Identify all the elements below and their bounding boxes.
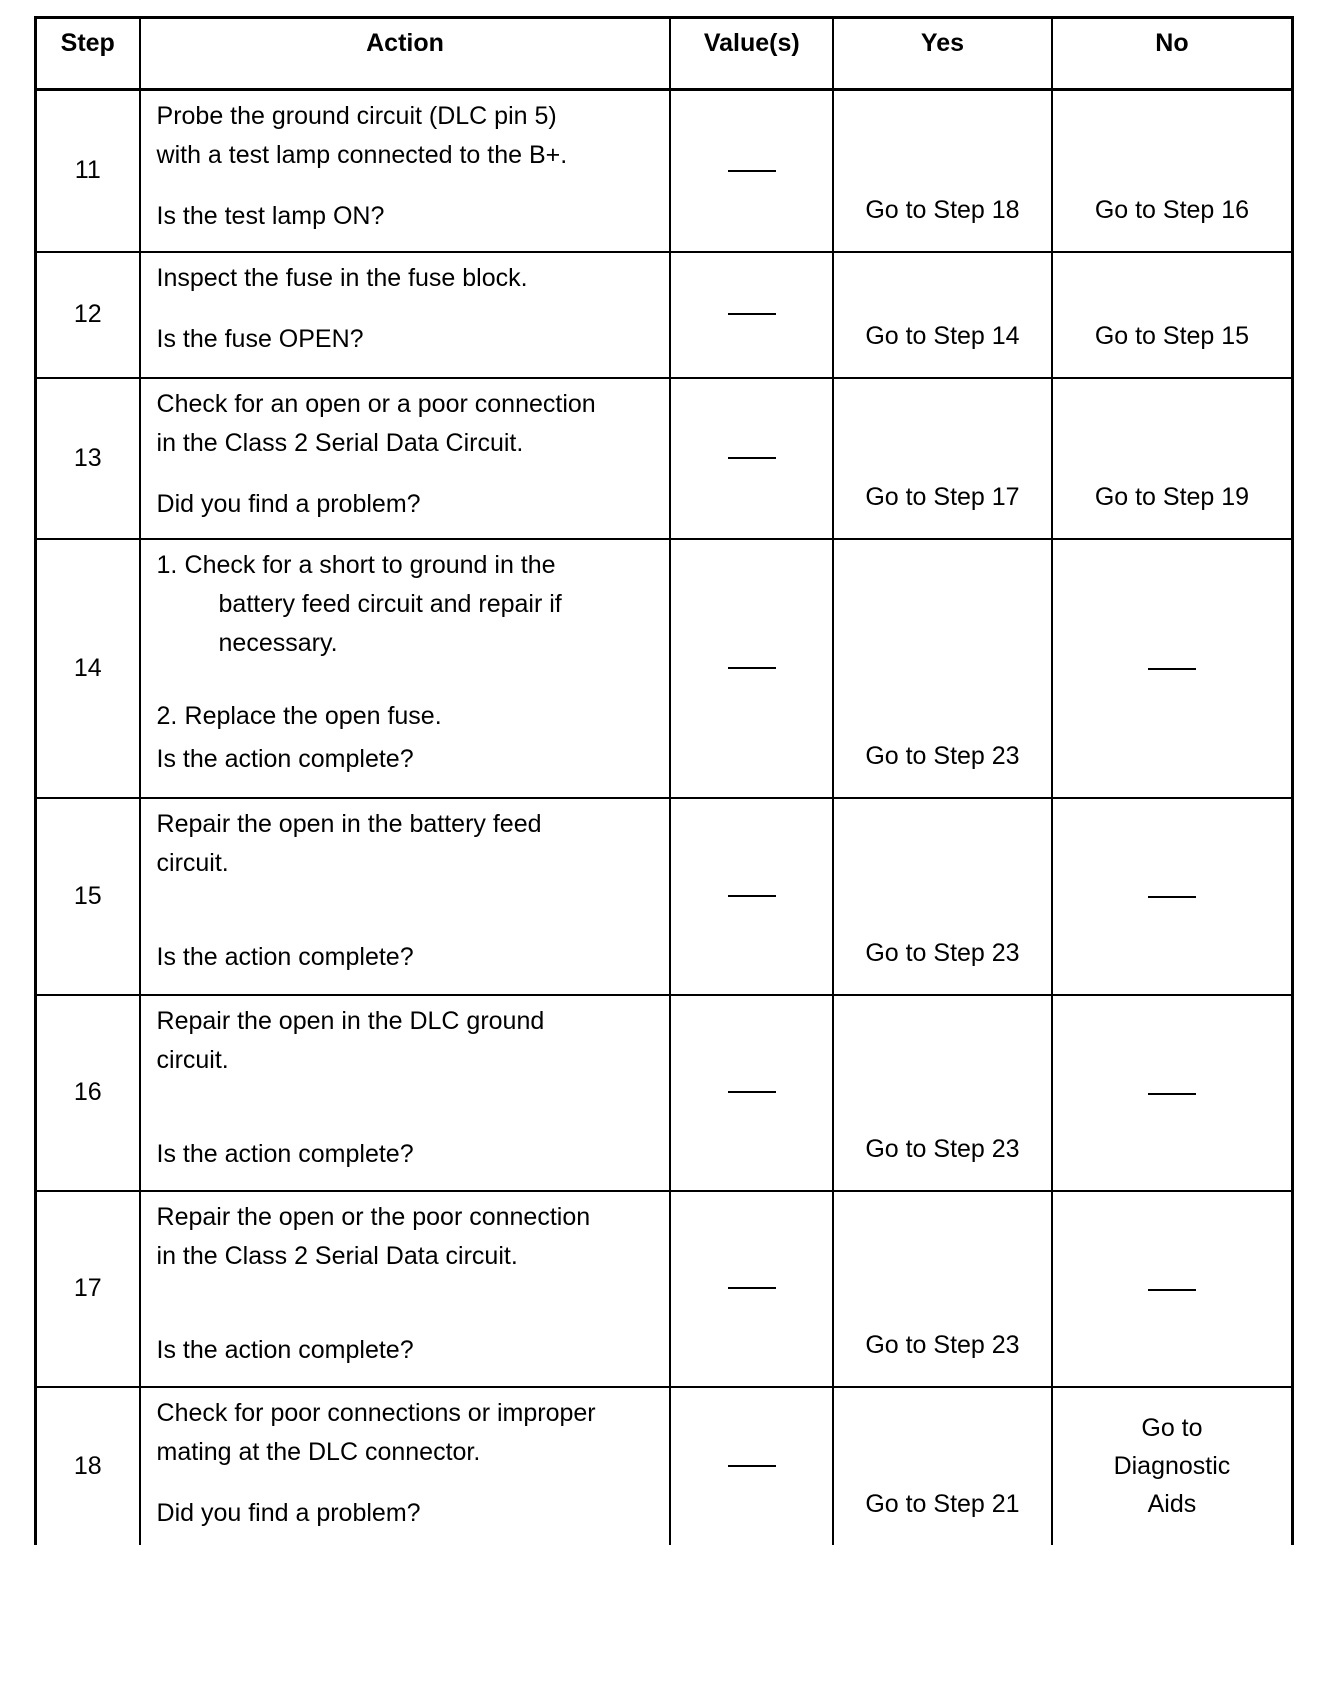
table-row (36, 378, 1293, 539)
step-number: 18 (36, 1387, 140, 1545)
step-number: 16 (36, 995, 140, 1191)
action-list-item (157, 697, 660, 736)
empty-dash (1148, 1289, 1196, 1291)
action-text (140, 90, 671, 252)
action-line: Probe the ground circuit (DLC pin 5) (156, 102, 557, 130)
list-number: 2. (156, 701, 178, 730)
action-text (140, 1387, 671, 1545)
header-values: Value(s) (670, 18, 833, 90)
action-list-item (157, 546, 660, 663)
yes-cell: Go to Step 23 (833, 539, 1052, 798)
table-row (36, 1387, 1293, 1545)
action-text (140, 378, 671, 539)
value-cell (670, 1387, 833, 1545)
action-line: Repair the open or the poor connection (156, 1202, 591, 1231)
action-line: Check for an open or a poor connection (156, 389, 596, 418)
yes-cell: Go to Step 23 (833, 995, 1052, 1191)
action-text (140, 798, 671, 995)
value-cell (670, 378, 833, 539)
action-line: Check for a short to ground in the (184, 550, 556, 579)
no-line: Aids (1147, 1490, 1197, 1518)
action-line: Check for poor connections or improper (156, 1398, 596, 1427)
yes-cell: Go to Step 23 (833, 1191, 1052, 1387)
empty-dash (728, 313, 776, 315)
diagnostic-table (34, 16, 1294, 1545)
action-text (140, 995, 671, 1191)
yes-cell: Go to Step 23 (833, 798, 1052, 995)
action-text (140, 252, 671, 378)
list-number: 1. (156, 550, 178, 579)
empty-dash (728, 667, 776, 669)
value-cell (670, 1191, 833, 1387)
value-cell (670, 995, 833, 1191)
empty-dash (1148, 1093, 1196, 1095)
no-cell: Go to Step 16 (1052, 90, 1293, 252)
action-question: Did you find a problem? (156, 489, 421, 518)
no-line: Go to (1141, 1414, 1203, 1442)
step-number: 14 (36, 539, 140, 798)
empty-dash (728, 895, 776, 897)
no-cell (1052, 539, 1293, 798)
no-cell: Go to Step 19 (1052, 378, 1293, 539)
action-question: Is the action complete? (156, 1139, 414, 1168)
action-line: with a test lamp connected to the B+. (156, 141, 568, 169)
yes-cell: Go to Step 21 (833, 1387, 1052, 1545)
action-line: Repair the open in the battery feed (156, 809, 542, 838)
table-row (36, 798, 1293, 995)
action-line: Inspect the fuse in the fuse block. (156, 263, 528, 292)
action-line: circuit. (156, 848, 229, 877)
header-action: Action (140, 18, 671, 90)
action-question: Is the action complete? (156, 942, 414, 971)
step-number: 13 (36, 378, 140, 539)
action-text (140, 1191, 671, 1387)
value-cell (670, 90, 833, 252)
empty-dash (728, 457, 776, 459)
no-cell (1052, 995, 1293, 1191)
header-yes: Yes (833, 18, 1052, 90)
step-number: 12 (36, 252, 140, 378)
action-text (140, 539, 671, 798)
action-line: in the Class 2 Serial Data circuit. (156, 1241, 518, 1270)
action-line: in the Class 2 Serial Data Circuit. (156, 428, 524, 457)
header-no: No (1052, 18, 1293, 90)
no-cell (1052, 798, 1293, 995)
table-row (36, 90, 1293, 252)
header-step: Step (36, 18, 140, 90)
value-cell (670, 252, 833, 378)
empty-dash (1148, 668, 1196, 670)
empty-dash (1148, 896, 1196, 898)
action-line: Repair the open in the DLC ground (156, 1006, 545, 1035)
action-question: Is the action complete? (156, 1335, 414, 1364)
no-cell (1052, 1387, 1293, 1545)
header-row (36, 18, 1293, 90)
empty-dash (728, 1091, 776, 1093)
action-line: necessary. (218, 628, 338, 657)
value-cell (670, 539, 833, 798)
step-number: 11 (36, 90, 140, 252)
empty-dash (728, 1287, 776, 1289)
table-row (36, 252, 1293, 378)
yes-cell: Go to Step 14 (833, 252, 1052, 378)
no-cell: Go to Step 15 (1052, 252, 1293, 378)
action-question: Did you find a problem? (156, 1498, 421, 1527)
step-number: 17 (36, 1191, 140, 1387)
table-row (36, 539, 1293, 798)
action-line: battery feed circuit and repair if (218, 589, 562, 618)
value-cell (670, 798, 833, 995)
no-line: Diagnostic (1113, 1452, 1231, 1480)
yes-cell: Go to Step 18 (833, 90, 1052, 252)
table-row (36, 1191, 1293, 1387)
action-line: circuit. (156, 1045, 229, 1074)
table-row (36, 995, 1293, 1191)
action-question: Is the fuse OPEN? (156, 324, 364, 353)
action-question: Is the test lamp ON? (156, 202, 385, 230)
step-number: 15 (36, 798, 140, 995)
empty-dash (728, 1465, 776, 1467)
empty-dash (728, 170, 776, 172)
action-line: mating at the DLC connector. (156, 1437, 481, 1466)
action-line: Replace the open fuse. (184, 701, 442, 730)
no-cell (1052, 1191, 1293, 1387)
yes-cell: Go to Step 17 (833, 378, 1052, 539)
action-question: Is the action complete? (156, 744, 414, 773)
